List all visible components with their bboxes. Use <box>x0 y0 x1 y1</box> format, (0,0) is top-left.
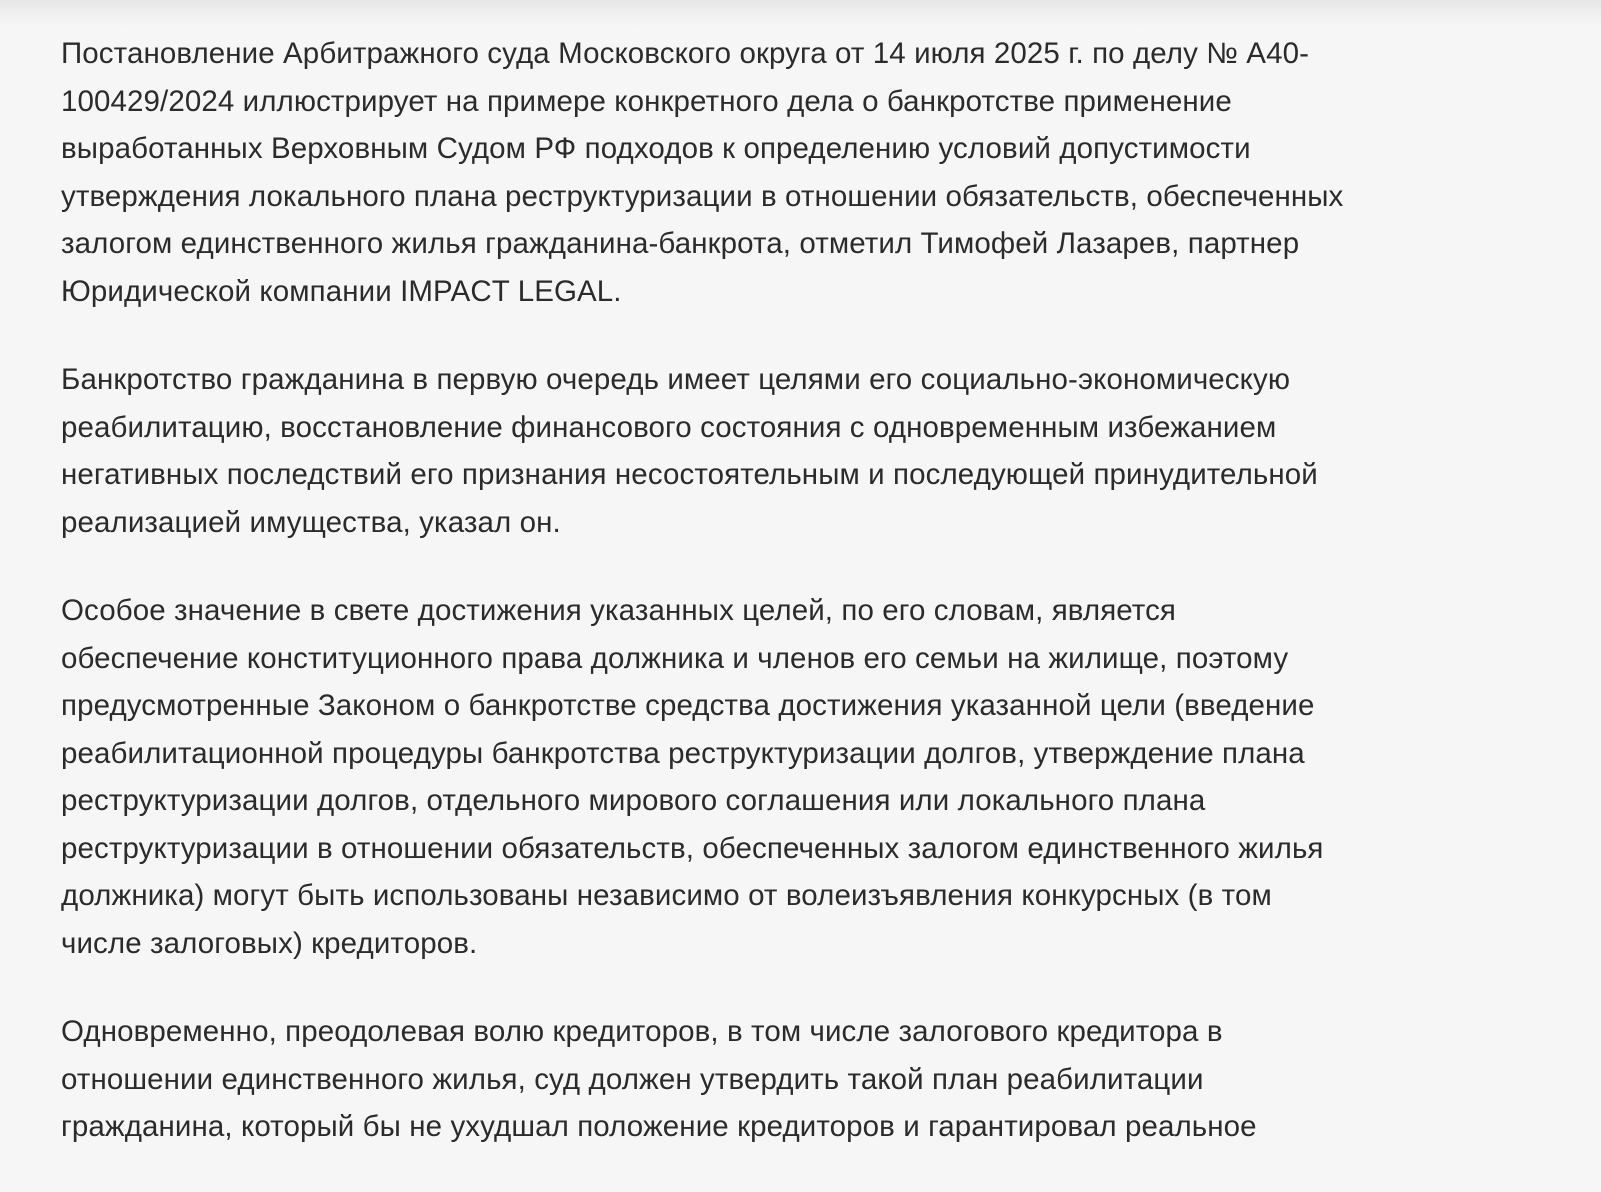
text-line: Одновременно, преодолевая волю кредиторов, в том числе залогового кредитора в <box>61 1015 1223 1048</box>
text-line: гражданина, который бы не ухудшал положение кредиторов и гарантировал реальное <box>61 1110 1257 1143</box>
text-line: Постановление Арбитражного суда Московского округа от 14 июля 2025 г. по делу № А40- <box>61 37 1310 70</box>
text-line: залогом единственного жилья гражданина-банкрота, отметил Тимофей Лазарев, партнер <box>61 227 1300 260</box>
text-line: 100429/2024 иллюстрирует на примере конкретного дела о банкротстве применение <box>61 84 1232 118</box>
text-line: отношении единственного жилья, суд должен утвердить такой план реабилитации <box>61 1062 1204 1096</box>
text-line: выработанных Верховным Судом РФ подходов к определению условий допустимости <box>61 132 1251 165</box>
paragraph-1 <box>61 30 1561 315</box>
text-line: реабилитационной процедуры банкротства реструктуризации долгов, утверждение плана <box>61 736 1305 770</box>
text-line: числе залоговых) кредиторов. <box>61 926 478 960</box>
text-line: реабилитацию, восстановление финансового состояния с одновременным избежанием <box>61 410 1277 444</box>
text-line: Особое значение в свете достижения указанных целей, по его словам, является <box>61 594 1177 627</box>
text-line: реструктуризации в отношении обязательств, обеспеченных залогом единственного жилья <box>61 831 1324 865</box>
text-line: реструктуризации долгов, отдельного мирового соглашения или локального плана <box>61 784 1206 817</box>
text-line: реализацией имущества, указал он. <box>61 505 561 539</box>
text-line: предусмотренные Законом о банкротстве средства достижения указанной цели (введение <box>61 689 1315 722</box>
text-line: Банкротство гражданина в первую очередь имеет целями его социально-экономическую <box>61 363 1291 396</box>
paragraph-4 <box>61 1008 1561 1151</box>
text-line: Юридической компании IMPACT LEGAL. <box>61 274 622 308</box>
article-body <box>61 30 1561 1192</box>
top-shadow <box>0 0 1601 28</box>
text-line: обеспечение конституционного права должника и членов его семьи на жилище, поэтому <box>61 641 1289 675</box>
text-line: утверждения локального плана реструктуризации в отношении обязательств, обеспеченных <box>61 179 1344 213</box>
paragraph-3 <box>61 587 1561 967</box>
paragraph-2 <box>61 356 1561 546</box>
text-line: должника) могут быть использованы независимо от волеизъявления конкурсных (в том <box>61 879 1272 912</box>
text-line: негативных последствий его признания несостоятельным и последующей принудительной <box>61 458 1318 491</box>
